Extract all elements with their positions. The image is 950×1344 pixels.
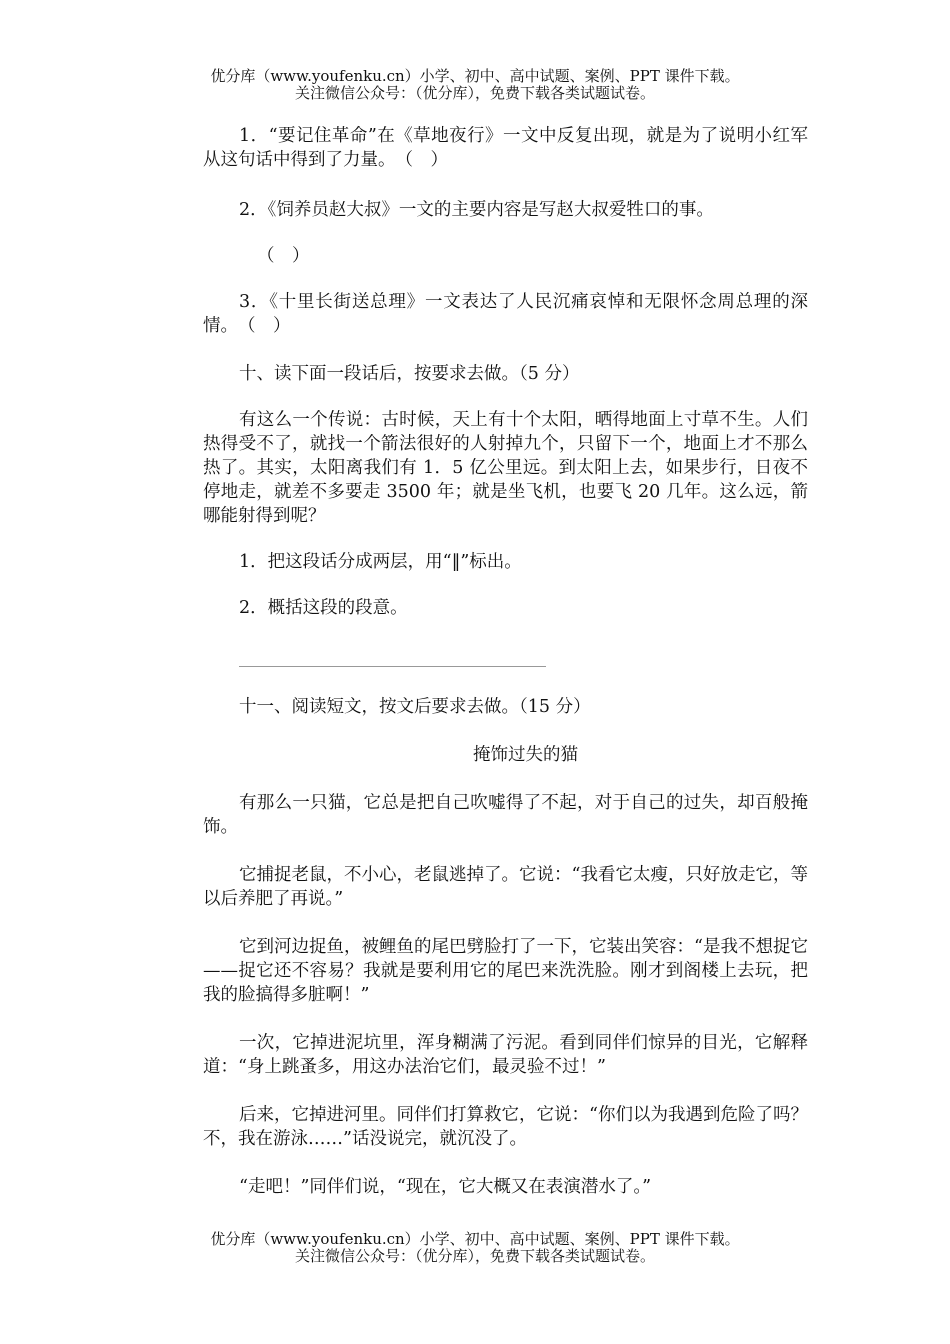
question-10-2: 2．概括这段的段意。: [239, 598, 408, 618]
story-paragraph: 它到河边捉鱼，被鲤鱼的尾巴劈脸打了一下，它装出笑容：“是我不想捉它——捉它还不容易？我就是要利用它的尾巴来洗洗脸。刚才到阁楼上去玩，把我的脸搞得多脏啊！”: [203, 937, 808, 1005]
question-9-3: 3．《十里长街送总理》一文表达了人民沉痛哀悼和无限怀念周总理的深情。 （ ）: [203, 292, 808, 336]
question-10-1: 1．把这段话分成两层，用“‖”标出。: [239, 552, 522, 572]
section-10-passage: 有这么一个传说：古时候，天上有十个太阳，晒得地面上寸草不生。人们热得受不了，就找一个箭法很好的人射掉九个，只留下一个，地面上才不那么热了。其实，太阳离我们有 1．5 亿公里远。到太阳上去，如果步行，日夜不停地走，就差不多要走 3500 年；就是坐飞机，也要飞 20 几年。这么远，箭哪能射得到呢？: [203, 410, 808, 526]
story-paragraph: 有那么一只猫，它总是把自己吹嘘得了不起，对于自己的过失，却百般掩饰。: [203, 793, 808, 837]
answer-line: [239, 666, 546, 667]
header-line-2: 关注微信公众号：（优分库），免费下载各类试题试卷。: [294, 84, 655, 102]
header-line-1: 优分库（www.youfenku.cn）小学、初中、高中试题、案例、PPT 课件下载。: [210, 67, 740, 85]
section-11-heading: 十一、阅读短文，按文后要求去做。（15 分）: [239, 697, 591, 717]
question-9-2: 2．《饲养员赵大叔》一文的主要内容是写赵大叔爱牲口的事。: [239, 200, 714, 220]
story-paragraph: 它捕捉老鼠，不小心，老鼠逃掉了。它说：“我看它太瘦，只好放走它，等以后养肥了再说。”: [203, 865, 808, 909]
story-paragraph: 一次，它掉进泥坑里，浑身糊满了污泥。看到同伴们惊异的目光，它解释道：“身上跳蚤多，用这办法治它们，最灵验不过！”: [203, 1033, 808, 1077]
document-body: [203, 124, 808, 1199]
story-paragraph: “走吧！”同伴们说，“现在，它大概又在表演潜水了。”: [239, 1177, 652, 1197]
question-9-2-answer-blank: （ ）: [257, 246, 310, 266]
page-header: [0, 68, 950, 102]
page-footer: [0, 1231, 950, 1265]
story-title: 掩饰过失的猫: [473, 745, 578, 765]
footer-line-2: 关注微信公众号：（优分库），免费下载各类试题试卷。: [294, 1247, 655, 1265]
story-paragraph: 后来，它掉进河里。同伴们打算救它，它说：“你们以为我遇到危险了吗？不，我在游泳……”话没说完，就沉没了。: [203, 1105, 808, 1149]
question-9-1: 1．“要记住革命”在《草地夜行》一文中反复出现，就是为了说明小红军从这句话中得到了力量。 （ ）: [203, 126, 808, 170]
footer-line-1: 优分库（www.youfenku.cn）小学、初中、高中试题、案例、PPT 课件下载。: [210, 1230, 740, 1248]
section-10-heading: 十、读下面一段话后，按要求去做。（5 分）: [239, 364, 580, 384]
